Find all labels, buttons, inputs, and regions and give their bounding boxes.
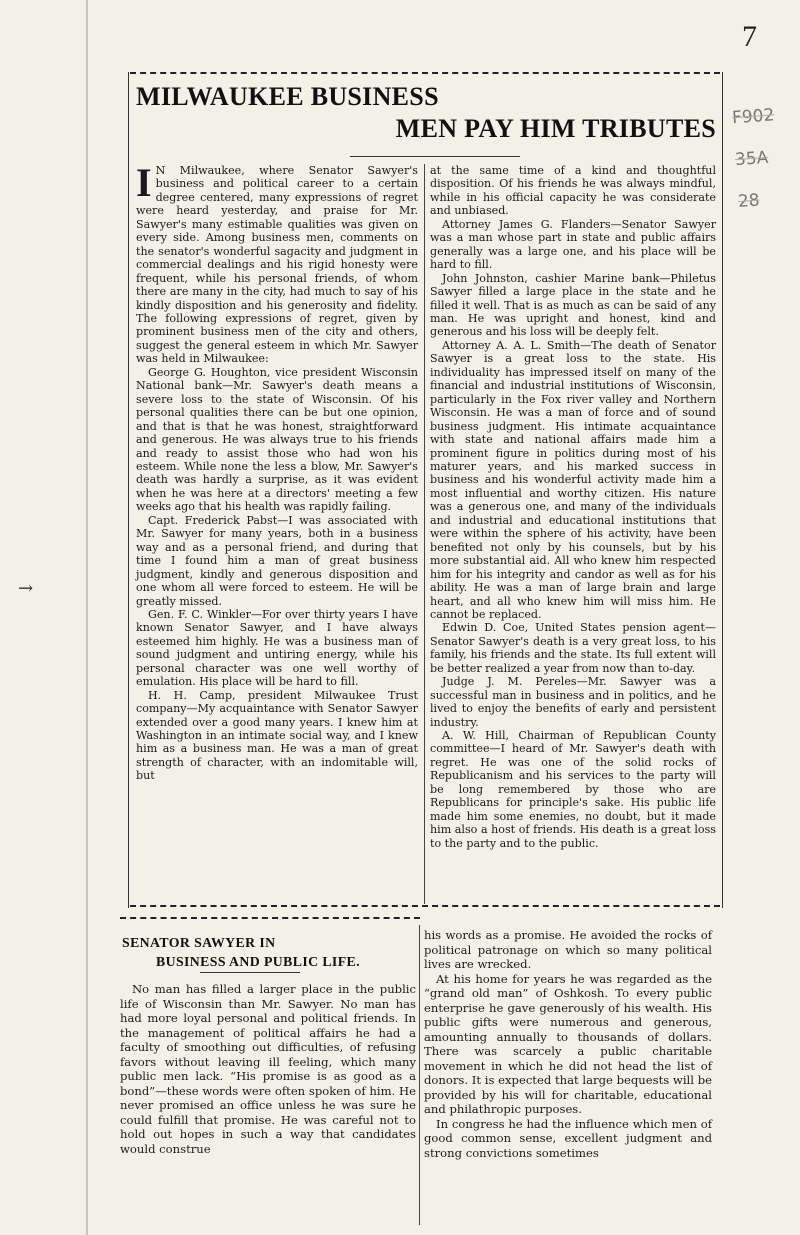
headline-underline <box>350 156 520 157</box>
article2-column-2 <box>424 928 712 1230</box>
margin-pointer-mark: → <box>18 578 34 599</box>
margin-note-1: F902 <box>731 105 775 129</box>
section-separator-rule <box>120 917 420 923</box>
margin-note-3: 28 <box>737 190 761 213</box>
paragraph: Attorney James G. Flanders—Senator Sawyer was a man whose part in state and public affairs generally was a large one, and his place will be hard to fill. <box>430 217 716 272</box>
paragraph: No man has filled a larger place in the public life of Wisconsin than Mr. Sawyer. No man has had more loyal personal and political friends. In the management of political affairs he had a faculty of smoothing out difficulties, of refusing favors without leaving ill feeling, which many public men lack. “His promise is as good as a bond”—these words were often spoken of him. He never promised an office unless he was sure he could fulfill that promise. He was careful not to hold out hopes in such a way that candidates would construe <box>120 982 416 1156</box>
article1-intro <box>136 160 418 366</box>
article2-heading-line-1: SENATOR SAWYER IN <box>122 935 276 950</box>
paragraph: Gen. F. C. Winkler—For over thirty years I have known Senator Sawyer, and I have always esteemed him highly. He was a business man of sound judgment and untiring energy, while his personal character was one well worthy of emulation. His place will be hard to fill. <box>136 607 418 689</box>
paragraph: Attorney A. A. L. Smith—The death of Senator Sawyer is a great loss to the state. His individuality has impressed itself on many of the financial and industrial institutions of Wisconsin, particularly in the Fox river valley and Northern Wisconsin. He was a man of force and of sound business judgment. His intimate acquaintance with state and national affairs made him a prominent figure in politics during most of his maturer years, and his marked success in business and his wonderful activity made him a most influential and worthy citizen. His nature was a generous one, and many of the individuals and industrial and educational institutions that were within the sphere of his activity, have been benefited not only by his counsels, but by his more substantial aid. All who knew him respected him for his integrity and candor as well as for his ability. He was a man of large brain and large heart, and all who knew him will miss him. He cannot be replaced. <box>430 338 716 621</box>
headline-line-2: MEN PAY HIM TRIBUTES <box>395 114 716 143</box>
intro-text: N Milwaukee, where Senator Sawyer's business and political career to a certain degree centered, many expressions of regret were heard yesterday, and praise for Mr. Sawyer's many estimable qualities was given on every side. Among business men, comments on the senator's wonderful sagacity and judgment in commercial dealings and his rigid honesty were frequent, while his personal friends, of whom there are many in the city, had much to say of his kindly disposition and his generosity and fidelity. The following expressions of regret, given by prominent business men of the city and others, suggest the general esteem in which Mr. Sawyer was held in Milwaukee: <box>136 164 418 366</box>
page-number: 7 <box>742 20 757 53</box>
paragraph: John Johnston, cashier Marine bank—Philetus Sawyer filled a large place in the state and he filled it well. That is as much as can be said of any man. He was upright and honest, kind and generous and his loss will be deeply felt. <box>430 271 716 339</box>
column-divider <box>424 164 425 904</box>
paragraph: George G. Houghton, vice president Wisconsin National bank—Mr. Sawyer's death means a severe loss to the state of Wisconsin. Of his personal qualities there can be but one opinion, and that is that he was honest, straightforward and generous. He was always true to his friends and ready to assist those who had won his esteem. While none the less a blow, Mr. Sawyer's death was hardly a surprise, as it was evident when he was here at a directors' meeting a few weeks ago that his health was rapidly failing. <box>136 365 418 514</box>
paragraph: Capt. Frederick Pabst—I was associated with Mr. Sawyer for many years, both in a business way and as a personal friend, and during that time I found him a man of great business judgment, kindly and generous disposition and one whom all were forced to esteem. He will be greatly missed. <box>136 513 418 608</box>
headline-line-1: MILWAUKEE BUSINESS <box>136 82 439 111</box>
bottom-border-rule <box>130 905 720 911</box>
article2-heading <box>120 932 418 976</box>
frame-right-edge <box>722 72 723 908</box>
paragraph: A. W. Hill, Chairman of Republican County committee—I heard of Mr. Sawyer's death with regret. He was one of the solid rocks of Republicanism and his services to the party will be long remembered by those who are Republicans for principle's sake. His public life made him some enemies, no doubt, but it made him also a host of friends. His death is a great loss to the party and to the public. <box>430 729 716 850</box>
paragraph: Judge J. M. Pereles—Mr. Sawyer was a successful man in business and in politics, and he lived to enjoy the benefits of early and persistent industry. <box>430 675 716 729</box>
article2-column-1 <box>120 982 416 1230</box>
article1-column-1 <box>136 160 418 900</box>
article1-column-2 <box>430 164 716 900</box>
drop-cap: I <box>136 160 152 205</box>
column-divider <box>419 925 420 1225</box>
paragraph: at the same time of a kind and thoughtful disposition. Of his friends he was always mindful, while in his official capacity he was considerate and unbiased. <box>430 164 716 218</box>
paragraph: At his home for years he was regarded as the “grand old man” of Oshkosh. To every public enterprise he gave generously of his wealth. His public gifts were numerous and generous, amounting annually to thousands of dollars. There was scarcely a public charitable movement in which he did not head the list of donors. It is expected that large bequests will be provided by his will for charitable, educational and philathropic purposes. <box>424 971 712 1116</box>
article2-heading-line-2: BUSINESS AND PUBLIC LIFE. <box>156 954 360 969</box>
paragraph: H. H. Camp, president Milwaukee Trust company—My acquaintance with Senator Sawyer extended over a good many years. I knew him at Washington in an intimate social way, and I knew him as a business man. He was a man of great strength of character, with an indomitable will, but <box>136 688 418 783</box>
paragraph: Edwin D. Coe, United States pension agent—Senator Sawyer's death is a very great loss, to his family, his friends and the state. Its full extent will be better realized a year from now than to-day. <box>430 621 716 675</box>
article2-heading-underline <box>200 972 300 973</box>
headline <box>136 80 716 150</box>
top-border-rule <box>130 72 720 78</box>
paragraph: his words as a promise. He avoided the rocks of political patronage on which so many political lives are wrecked. <box>424 928 712 971</box>
handwritten-margin-notes <box>731 93 800 223</box>
frame-left-edge <box>128 72 129 908</box>
paragraph: In congress he had the influence which men of good common sense, excellent judgment and strong convictions sometimes <box>424 1116 712 1160</box>
margin-note-2: 35A <box>734 147 769 171</box>
page-fold-line <box>86 0 88 1235</box>
